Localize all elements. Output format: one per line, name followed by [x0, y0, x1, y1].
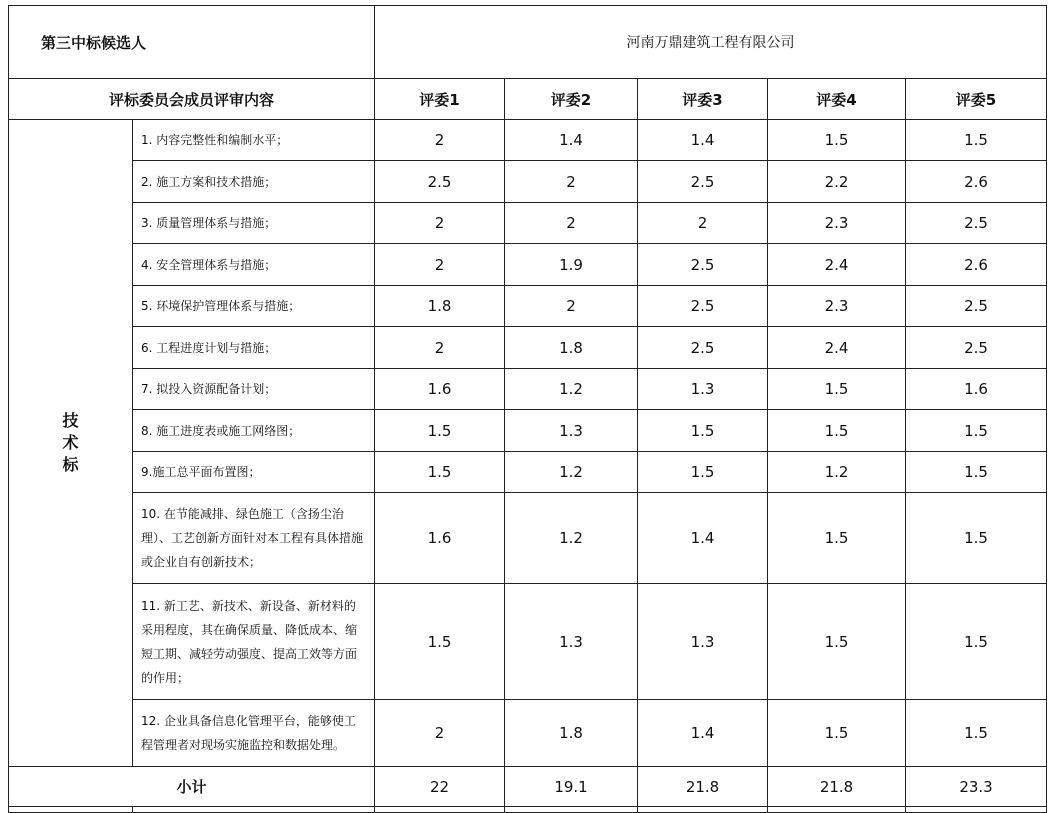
score-cell: 2 [505, 286, 638, 327]
table-row-partial [9, 807, 1047, 813]
subtotal-row [9, 767, 1047, 807]
category-cell [9, 120, 133, 767]
score-cell: 1.4 [638, 493, 768, 584]
table-row [9, 493, 1047, 584]
criterion-label: 8. 施工进度表或施工网络图； [133, 410, 375, 452]
score-cell: 2 [375, 120, 505, 161]
category-char: 标 [62, 455, 79, 474]
criterion-label: 3. 质量管理体系与措施； [133, 203, 375, 244]
judge-header: 评委5 [906, 79, 1047, 120]
score-cell: 2.4 [768, 327, 906, 369]
score-cell: 1.5 [638, 452, 768, 493]
criterion-label: 11. 新工艺、新技术、新设备、新材料的采用程度，其在确保质量、降低成本、缩短工期、减轻劳动强度、提高工效等方面的作用； [133, 584, 375, 700]
score-cell: 1.5 [906, 410, 1047, 452]
judge-header: 评委3 [638, 79, 768, 120]
subtotal-cell: 23.3 [906, 767, 1047, 807]
score-cell: 2.2 [768, 161, 906, 203]
score-cell: 1.5 [375, 410, 505, 452]
score-cell: 1.5 [906, 120, 1047, 161]
score-cell: 2.6 [906, 161, 1047, 203]
score-cell: 1.2 [505, 452, 638, 493]
score-cell: 2.5 [906, 327, 1047, 369]
score-cell: 2 [505, 203, 638, 244]
candidate-label: 第三中标候选人 [9, 6, 375, 79]
subtotal-cell: 21.8 [638, 767, 768, 807]
table-row [9, 244, 1047, 286]
table-row [9, 410, 1047, 452]
score-cell: 1.3 [638, 584, 768, 700]
partial-cell [9, 807, 133, 813]
partial-cell [638, 807, 768, 813]
score-cell: 1.5 [768, 410, 906, 452]
score-cell: 1.4 [505, 120, 638, 161]
criterion-label: 9.施工总平面布置图； [133, 452, 375, 493]
score-cell: 2.5 [638, 286, 768, 327]
score-cell: 2.4 [768, 244, 906, 286]
score-table [8, 5, 1047, 813]
score-cell: 2.5 [375, 161, 505, 203]
content-header: 评标委员会成员评审内容 [9, 79, 375, 120]
score-cell: 1.3 [638, 369, 768, 410]
score-cell: 1.6 [375, 369, 505, 410]
score-cell: 2.3 [768, 286, 906, 327]
score-cell: 2.6 [906, 244, 1047, 286]
score-cell: 1.5 [638, 410, 768, 452]
criterion-label: 5. 环境保护管理体系与措施； [133, 286, 375, 327]
score-cell: 1.3 [505, 410, 638, 452]
score-cell: 1.8 [505, 700, 638, 767]
table-row [9, 584, 1047, 700]
criterion-label: 1. 内容完整性和编制水平； [133, 120, 375, 161]
candidate-name: 河南万鼎建筑工程有限公司 [375, 6, 1047, 79]
score-cell: 2 [375, 203, 505, 244]
score-cell: 1.5 [906, 452, 1047, 493]
score-cell: 1.8 [375, 286, 505, 327]
subtotal-cell: 22 [375, 767, 505, 807]
score-cell: 1.5 [768, 700, 906, 767]
criterion-label: 10. 在节能减排、绿色施工（含扬尘治理）、工艺创新方面针对本工程有具体措施或企业自有创新技术； [133, 493, 375, 584]
table-row [9, 452, 1047, 493]
score-cell: 2 [638, 203, 768, 244]
score-cell: 1.6 [375, 493, 505, 584]
subtotal-cell: 21.8 [768, 767, 906, 807]
score-cell: 1.4 [638, 700, 768, 767]
table-row [9, 120, 1047, 161]
score-cell: 1.5 [375, 584, 505, 700]
header-row [9, 79, 1047, 120]
score-cell: 2 [375, 327, 505, 369]
partial-cell [375, 807, 505, 813]
score-cell: 1.2 [768, 452, 906, 493]
score-cell: 1.5 [768, 584, 906, 700]
table-row [9, 369, 1047, 410]
candidate-row [9, 6, 1047, 79]
table-row [9, 700, 1047, 767]
score-cell: 1.5 [906, 584, 1047, 700]
score-cell: 2.3 [768, 203, 906, 244]
score-cell: 2.5 [906, 286, 1047, 327]
score-cell: 1.5 [768, 369, 906, 410]
criterion-label: 2. 施工方案和技术措施； [133, 161, 375, 203]
judge-header: 评委1 [375, 79, 505, 120]
category-char: 技 [62, 411, 79, 430]
table-row [9, 203, 1047, 244]
score-cell: 2 [375, 244, 505, 286]
score-cell: 1.4 [638, 120, 768, 161]
score-cell: 1.5 [906, 493, 1047, 584]
score-cell: 2.5 [638, 161, 768, 203]
partial-cell [133, 807, 375, 813]
partial-cell [505, 807, 638, 813]
score-cell: 2.5 [906, 203, 1047, 244]
table-row [9, 286, 1047, 327]
score-cell: 1.5 [906, 700, 1047, 767]
score-cell: 1.5 [768, 120, 906, 161]
score-cell: 2 [375, 700, 505, 767]
score-cell: 2.5 [638, 244, 768, 286]
partial-cell [768, 807, 906, 813]
score-cell: 2 [505, 161, 638, 203]
judge-header: 评委2 [505, 79, 638, 120]
subtotal-label: 小计 [9, 767, 375, 807]
partial-cell [906, 807, 1047, 813]
score-cell: 1.3 [505, 584, 638, 700]
score-cell: 2.5 [638, 327, 768, 369]
subtotal-cell: 19.1 [505, 767, 638, 807]
judge-header: 评委4 [768, 79, 906, 120]
criterion-label: 6. 工程进度计划与措施； [133, 327, 375, 369]
table-row [9, 161, 1047, 203]
score-cell: 1.2 [505, 369, 638, 410]
score-cell: 1.5 [768, 493, 906, 584]
score-cell: 1.8 [505, 327, 638, 369]
score-cell: 1.9 [505, 244, 638, 286]
criterion-label: 4. 安全管理体系与措施； [133, 244, 375, 286]
criterion-label: 7. 拟投入资源配备计划； [133, 369, 375, 410]
score-cell: 1.6 [906, 369, 1047, 410]
category-char: 术 [62, 433, 79, 452]
criterion-label: 12. 企业具备信息化管理平台，能够使工程管理者对现场实施监控和数据处理。 [133, 700, 375, 767]
table-row [9, 327, 1047, 369]
score-cell: 1.5 [375, 452, 505, 493]
score-cell: 1.2 [505, 493, 638, 584]
